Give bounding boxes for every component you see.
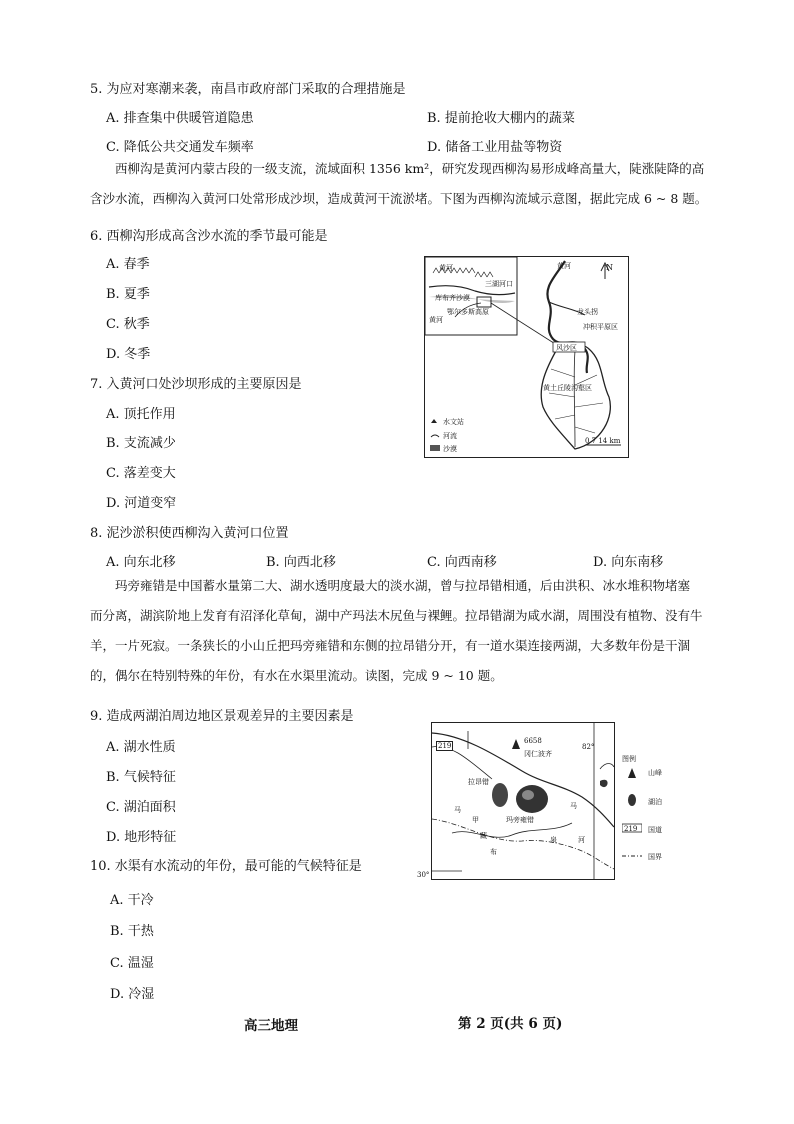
map2-legend-icons <box>622 766 642 866</box>
q6-stem: 6. 西柳沟形成高含沙水流的季节最可能是 <box>90 229 328 244</box>
label-ma-2: 马 <box>570 802 577 810</box>
legend-road-number: 219 <box>624 825 638 833</box>
mapangyongcuo-map <box>431 722 615 880</box>
q10-option-b: B. 干热 <box>110 924 154 939</box>
passage2-line4: 的，偶尔在特别特殊的年份，有水在水渠里流动。读图，完成 9 ~ 10 题。 <box>90 668 503 683</box>
legend-station-icon <box>431 419 437 423</box>
national-border <box>432 819 614 869</box>
scale-label: 0 7 14 km <box>585 437 621 445</box>
q5-option-d: D. 储备工业用盐等物资 <box>427 140 563 155</box>
passage2-line2: 而分离，湖滨阶地上发育有沼泽化草甸，湖中产玛法木尻鱼与裸鲤。拉昂错湖为咸水湖，周围没有植物、没有牛 <box>90 608 703 623</box>
q5-option-a: A. 排查集中供暖管道隐患 <box>106 111 254 126</box>
q8-option-c: C. 向西南移 <box>427 555 497 570</box>
inset-label-ordos: 鄂尔多斯高原 <box>447 308 489 316</box>
legend-river-label: 河流 <box>443 432 457 440</box>
q8-option-d: D. 向东南移 <box>593 555 664 570</box>
legend-desert-label: 沙漠 <box>443 445 457 453</box>
label-he: 河 <box>578 836 585 844</box>
passage2-line3: 羊，一片死寂。一条狭长的小山丘把玛旁雍错和东侧的拉昂错分开，有一道水渠连接两湖，大多数年份是干涸 <box>90 638 691 653</box>
q8-option-a: A. 向东北移 <box>106 555 176 570</box>
river-north <box>432 746 492 779</box>
q5-option-b: B. 提前抢收大棚内的蔬菜 <box>427 111 575 126</box>
q8-stem: 8. 泥沙淤积使西柳沟入黄河口位置 <box>90 526 289 541</box>
q10-option-c: C. 温湿 <box>110 956 154 971</box>
label-quan: 泉 <box>550 836 557 844</box>
label-north: N <box>606 263 613 272</box>
q10-stem: 10. 水渠有水流动的年份，最可能的气候特征是 <box>90 859 362 874</box>
inset-label-sanhu: 三湖河口 <box>485 280 513 288</box>
legend-border-label: 国界 <box>648 853 662 861</box>
footer-page-number: 第 2 页(共 6 页) <box>458 1016 563 1032</box>
q8-option-b: B. 向西北移 <box>266 555 336 570</box>
legend-desert-icon <box>430 445 440 451</box>
inset-label-kubuqi: 库布齐沙漠 <box>435 294 470 302</box>
road-sign-219: 219 <box>438 742 452 750</box>
passage-mapangyongcuo <box>90 571 710 691</box>
q7-option-a: A. 顶托作用 <box>106 407 176 422</box>
label-huanghe: 黄河 <box>557 262 571 270</box>
q7-stem: 7. 入黄河口处沙坝形成的主要原因是 <box>90 377 302 392</box>
passage-xiliugou <box>90 154 710 214</box>
inset-label-huanghe: 黄河 <box>439 264 453 272</box>
legend-road-label: 国道 <box>648 826 662 834</box>
legend-peak-label: 山峰 <box>648 769 662 777</box>
passage2-line1: 玛旁雍错是中国蓄水量第二大、湖水透明度最大的淡水湖，曾与拉昂错相通，后由洪积、冰水堆积物堵塞 <box>115 578 691 593</box>
label-chonghe: 冲积平原区 <box>583 323 618 331</box>
inset-label-huang: 黄河 <box>429 316 443 324</box>
q7-option-b: B. 支流减少 <box>106 436 176 451</box>
latitude-label: 30° <box>417 871 430 879</box>
footer-subject: 高三地理 <box>244 1018 298 1034</box>
label-bu: 布 <box>490 848 497 856</box>
q9-stem: 9. 造成两湖泊周边地区景观差异的主要因素是 <box>90 709 354 724</box>
label-fengsha: 风沙区 <box>556 344 577 352</box>
xiliugou-map-svg <box>425 257 628 457</box>
peak-kangrinboqe-icon <box>512 739 520 749</box>
la-ang-cuo-label: 拉昂错 <box>468 778 489 786</box>
legend-title: 图例 <box>622 755 636 763</box>
q9-option-b: B. 气候特征 <box>106 770 176 785</box>
legend-lake-icon <box>628 794 636 806</box>
label-huangtu: 黄土丘陵沟壑区 <box>543 384 592 392</box>
q6-option-c: C. 秋季 <box>106 317 150 332</box>
legend-river-icon <box>431 435 439 437</box>
q6-option-d: D. 冬季 <box>106 347 151 362</box>
lake-mapang-yongcuo <box>516 785 548 813</box>
q5-option-c: C. 降低公共交通发车频率 <box>106 140 254 155</box>
peak-name: 冈仁波齐 <box>524 750 552 758</box>
q10-option-a: A. 干冷 <box>110 893 154 908</box>
q9-option-c: C. 湖泊面积 <box>106 800 176 815</box>
legend-lake-label: 湖泊 <box>648 798 662 806</box>
label-ma-1: 马 <box>454 806 461 814</box>
label-zang: 藏 <box>480 832 487 840</box>
q9-option-d: D. 地形特征 <box>106 830 177 845</box>
longitude-label: 82° <box>582 743 595 751</box>
q6-option-b: B. 夏季 <box>106 287 150 302</box>
q5-stem: 5. 为应对寒潮来袭，南昌市政府部门采取的合理措施是 <box>90 82 406 97</box>
passage1-line2: 含沙水流，西柳沟入黄河口处常形成沙坝，造成黄河干流淤堵。下图为西柳沟流域示意图，据此完成 6 ~ 8 题。 <box>90 191 708 206</box>
label-longtoupai: 龙头拐 <box>577 308 598 316</box>
q7-option-d: D. 河道变窄 <box>106 496 177 511</box>
mapang-yongcuo-label: 玛旁雍错 <box>506 816 534 824</box>
basin-boundary <box>541 345 610 450</box>
q7-option-c: C. 落差变大 <box>106 466 176 481</box>
q6-option-a: A. 春季 <box>106 257 150 272</box>
passage1-line1: 西柳沟是黄河内蒙古段的一级支流，流域面积 1356 km²，研究发现西柳沟易形成峰高量大，陡涨陡降的高 <box>115 161 705 176</box>
lake-la-ang-cuo <box>492 783 508 807</box>
label-jia: 甲 <box>472 816 479 824</box>
legend-station-label: 水文站 <box>443 418 464 426</box>
peak-height: 6658 <box>524 737 542 745</box>
legend-peak-icon <box>628 768 636 778</box>
q9-option-a: A. 湖水性质 <box>106 740 176 755</box>
xiliugou-basin-map <box>424 256 629 458</box>
q10-option-d: D. 冷湿 <box>110 987 155 1002</box>
